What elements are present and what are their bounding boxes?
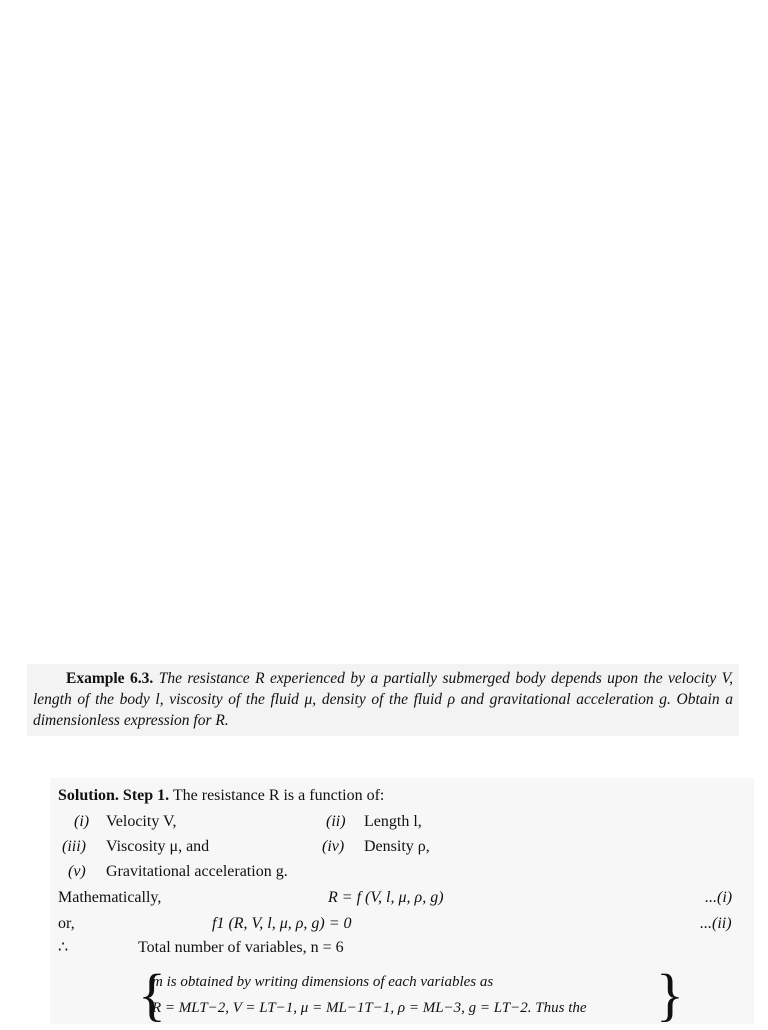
solution-heading: Solution. Step 1. <box>58 787 170 804</box>
eq1-ref: ...(i) <box>705 889 733 906</box>
list-item-text: Velocity V, <box>106 813 177 830</box>
eq2-label: or, <box>58 915 75 932</box>
eq1: R = f (V, l, μ, ρ, g) <box>328 889 444 906</box>
list-item-num: (i) <box>74 813 90 830</box>
left-brace-icon: { <box>138 962 166 1027</box>
solution-intro-line <box>58 786 384 806</box>
list-item-text: Gravitational acceleration g. <box>106 863 288 880</box>
list-item-text: Viscosity μ, and <box>106 838 210 855</box>
list-item-num: (v) <box>68 863 86 880</box>
list-item-text: Length l, <box>364 813 422 830</box>
therefore-symbol: ∴ <box>58 939 69 956</box>
list-item-text: Density ρ, <box>364 838 430 855</box>
list-item-num: (ii) <box>326 813 346 830</box>
example-statement: The resistance R experienced by a partially submerged body depends upon the velocity V, length of the body l, viscosity of the fluid μ, density of the fluid ρ and gravitational acceleration g. Obtain a dimensionless expression for R. <box>33 670 733 729</box>
example-text <box>27 664 739 731</box>
eq1-label: Mathematically, <box>58 889 162 906</box>
list-item-num: (iii) <box>62 838 86 855</box>
solution-block <box>50 778 754 1027</box>
right-brace-icon: } <box>656 962 684 1027</box>
total-variables: Total number of variables, n = 6 <box>138 939 344 956</box>
example-label: Example 6.3. <box>66 670 154 687</box>
solution-intro: The resistance R is a function of: <box>172 787 385 804</box>
example-box <box>27 664 739 736</box>
note-brace-box <box>138 962 684 1030</box>
list-item-num: (iv) <box>322 838 345 855</box>
eq2-ref: ...(ii) <box>700 915 732 932</box>
note-line-1: m is obtained by writing dimensions of each variables as <box>152 974 494 990</box>
eq2: f1 (R, V, l, μ, ρ, g) = 0 <box>212 915 352 932</box>
note-line-2: R = MLT−2, V = LT−1, μ = ML−1T−1, ρ = ML−3, g = LT−2. Thus the <box>152 1000 587 1016</box>
